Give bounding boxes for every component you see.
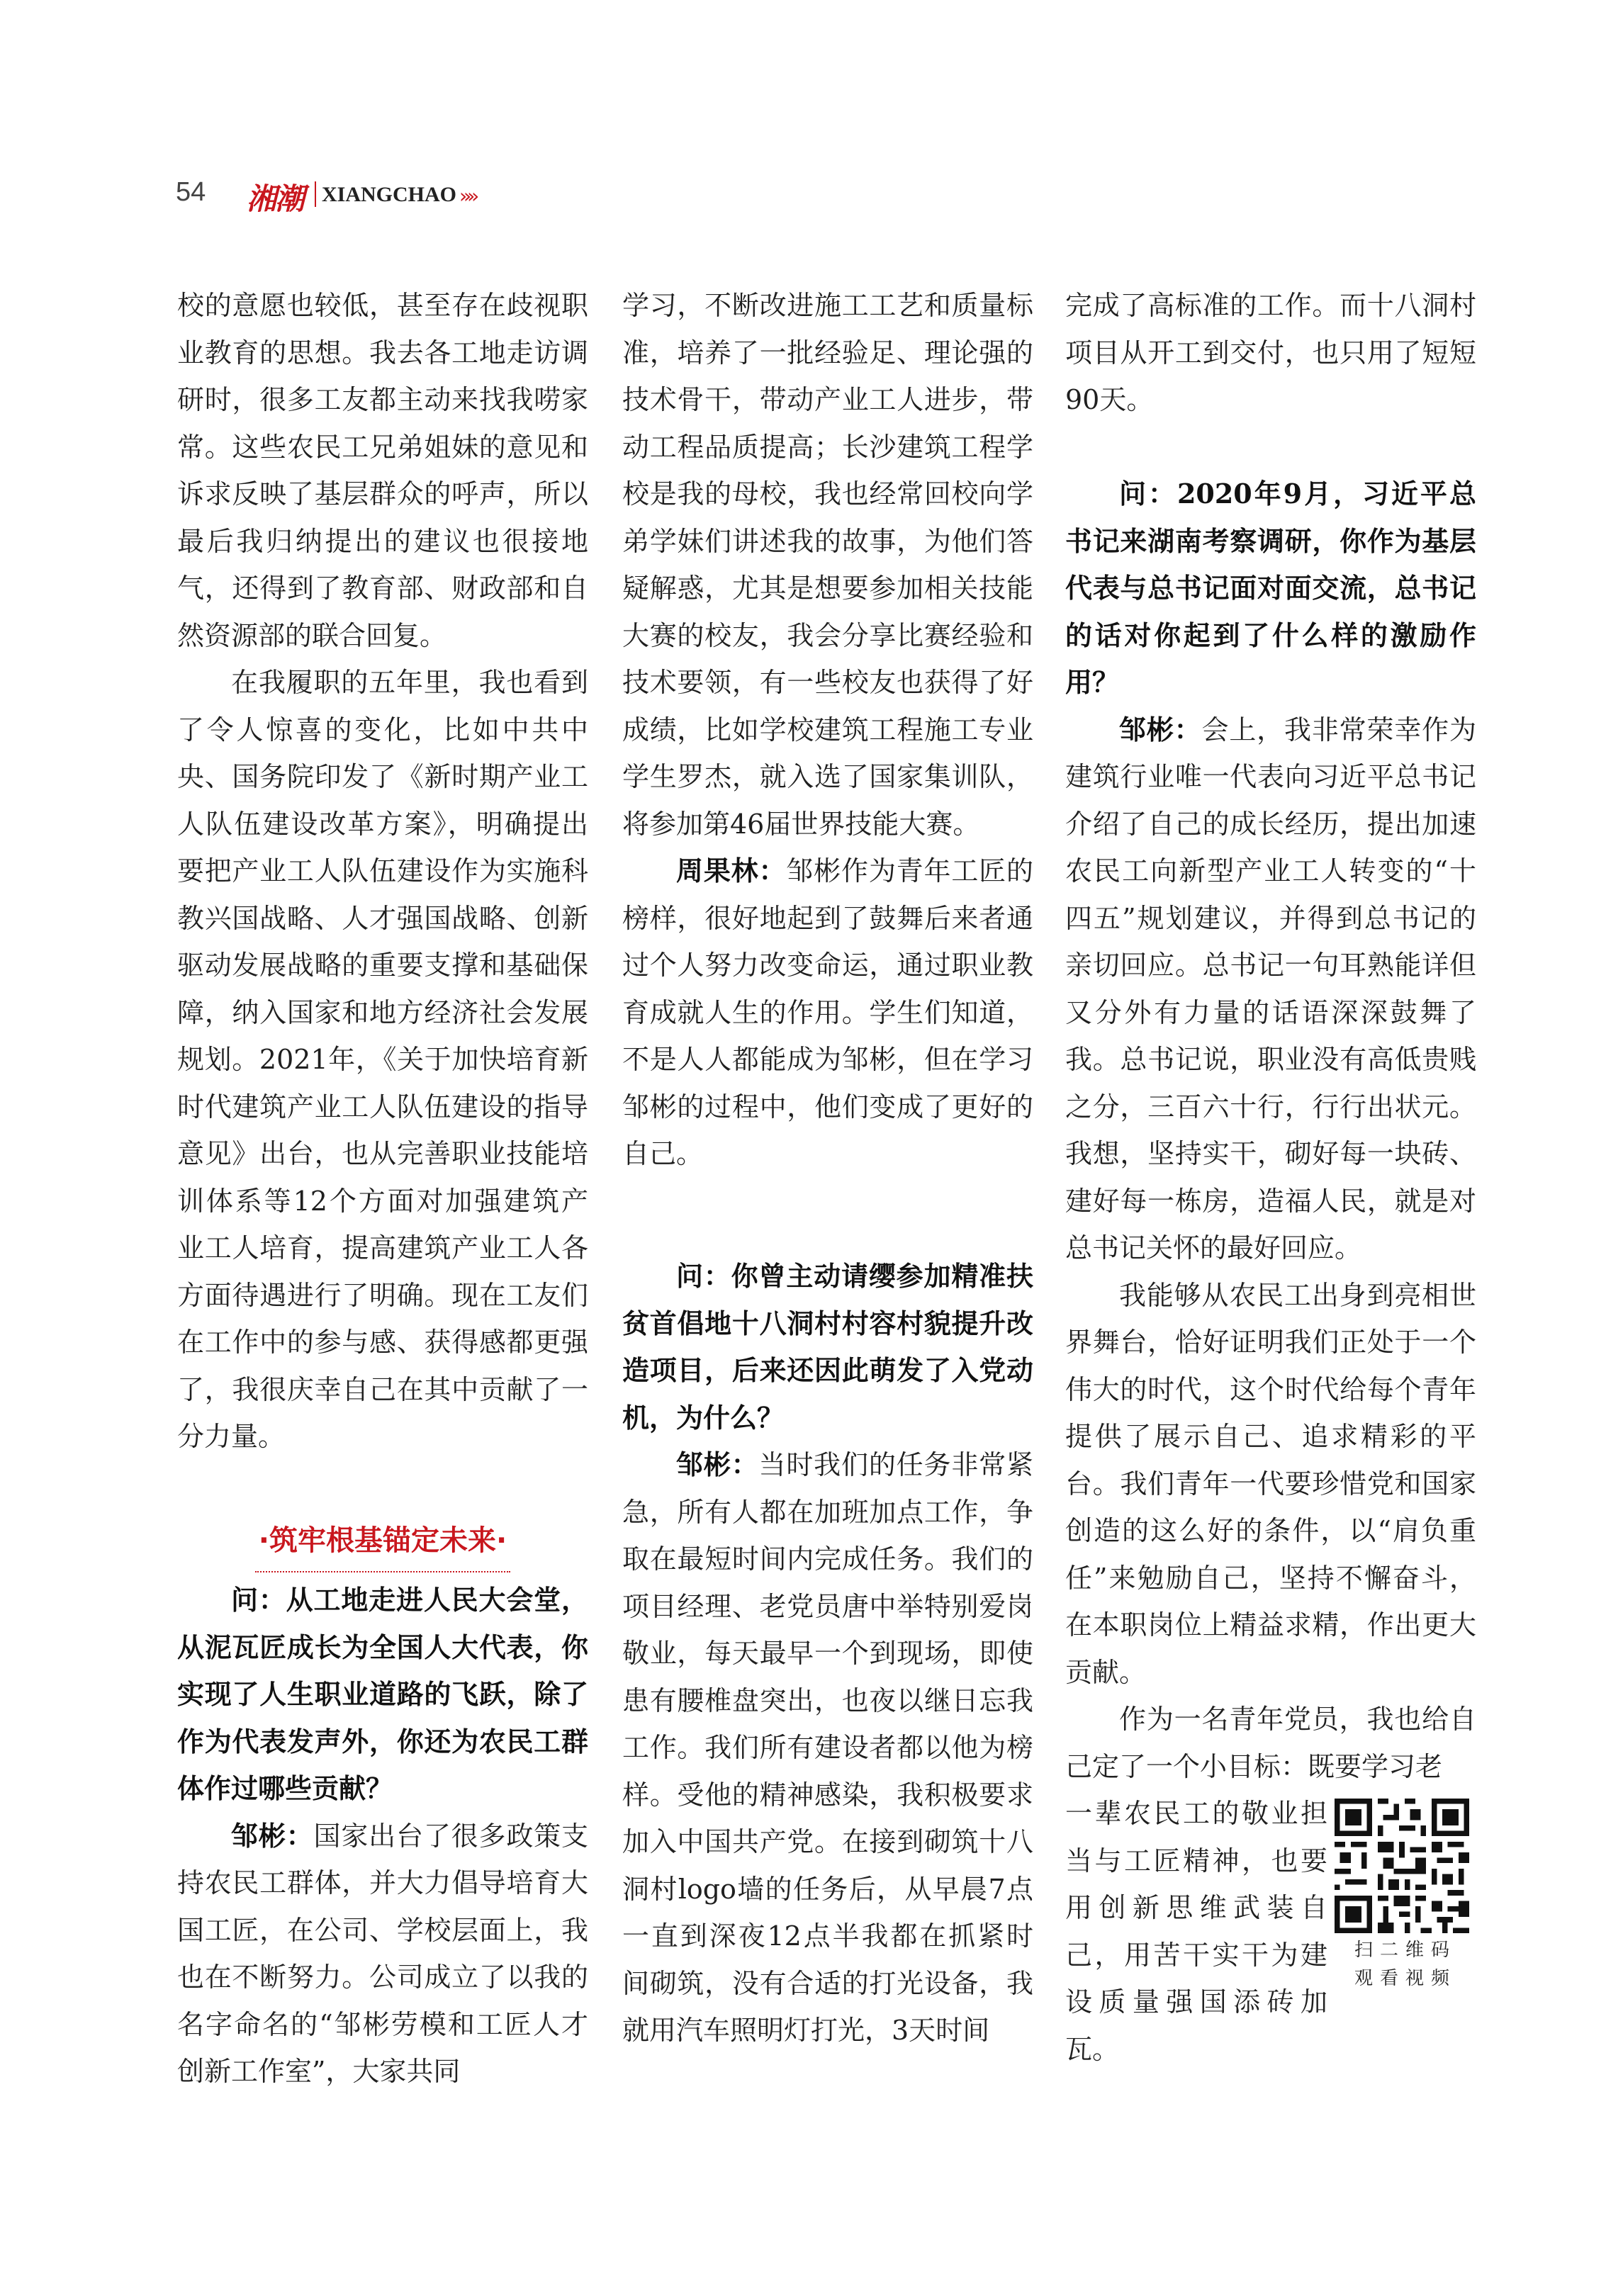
speaker-label: 邹彬： xyxy=(231,1820,314,1852)
chevron-right-icon: »» xyxy=(459,184,476,208)
speaker-label: 邹彬： xyxy=(1119,714,1202,745)
answer xyxy=(1065,707,1476,1272)
logo-divider xyxy=(315,181,316,207)
paragraph: 一辈农民工的敬业担当与工匠精神，也要用创新思维武装自己，用苦干实干为建设质量强国添砖加瓦。 xyxy=(1065,1798,1327,2065)
column-1 xyxy=(177,282,588,2095)
section-title xyxy=(177,1517,588,1565)
spacer xyxy=(622,1225,1033,1253)
paragraph: 完成了高标准的工作。而十八洞村项目从开工到交付，也只用了短短90天。 xyxy=(1065,290,1476,415)
column-3 xyxy=(1065,282,1476,2073)
answer xyxy=(177,1813,588,2095)
answer xyxy=(622,848,1033,1178)
answer-text: 当时我们的任务非常紧急，所有人都在加班加点工作，争取在最短时间内完成任务。我们的项目经理、老党员唐中举特别爱岗敬业，每天最早一个到现场，即使患有腰椎盘突出，也夜以继日忘我工作。我们所有建设者都以他为榜样。受他的精神感染，我积极要求加入中国共产党。在接到砌筑十八洞村logo墙的任务后，从早晨7点一直到深夜12点半我都在抓紧时间砌筑，没有合适的打光设备，我就用汽车照明灯打光，3天时间 xyxy=(622,1449,1033,2046)
qr-wrap xyxy=(1065,1790,1476,2073)
qr-caption xyxy=(1335,1936,1476,1993)
section-divider xyxy=(255,1571,510,1572)
paragraph: 学习，不断改进施工工艺和质量标准，培养了一批经验足、理论强的技术骨干，带动产业工人进步，带动工程品质提高；长沙建筑工程学校是我的母校，我也经常回校向学弟学妹们讲述我的故事，为他们答疑解惑，尤其是想要参加相关技能大赛的校友，我会分享比赛经验和技术要领，有一些校友也获得了好成绩，比如学校建筑工程施工专业学生罗杰，就入选了国家集训队，将参加第46届世界技能大赛。 xyxy=(622,290,1033,840)
answer-text: 会上，我非常荣幸作为建筑行业唯一代表向习近平总书记介绍了自己的成长经历，提出加速农民工向新型产业工人转变的“十四五”规划建议，并得到总书记的亲切回应。总书记一句耳熟能详但又分外有力量的话语深深鼓舞了我。总书记说，职业没有高低贵贱之分，三百六十行，行行出状元。我想，坚持实干，砌好每一块砖、建好每一栋房，造福人民，就是对总书记关怀的最好回应。 xyxy=(1065,714,1476,1264)
paragraph: 作为一名青年党员，我也给自己定了一个小目标：既要学习老 xyxy=(1065,1704,1476,1782)
paragraph: 在我履职的五年里，我也看到了令人惊喜的变化，比如中共中央、国务院印发了《新时期产业工人队伍建设改革方案》，明确提出要把产业工人队伍建设作为实施科教兴国战略、人才强国战略、创新驱动发展战略的重要支撑和基础保障，纳入国家和地方经济社会发展规划。2021年，《关于加快培育新时代建筑产业工人队伍建设的指导意见》出台，也从完善职业技能培训体系等12个方面对加强建筑产业工人培育，提高建筑产业工人各方面待遇进行了明确。现在工友们在工作中的参与感、获得感都更强了，我很庆幸自己在其中贡献了一分力量。 xyxy=(177,667,588,1452)
speaker-label: 邹彬： xyxy=(676,1449,759,1480)
paragraph: 校的意愿也较低，甚至存在歧视职业教育的思想。我去各工地走访调研时，很多工友都主动来找我唠家常。这些农民工兄弟姐妹的意见和诉求反映了基层群众的呼声，所以最后我归纳提出的建议也很接地气，还得到了教育部、财政部和自然资源部的联合回复。 xyxy=(177,290,588,651)
qr-code-icon[interactable] xyxy=(1335,1799,1469,1933)
answer xyxy=(622,1441,1033,2054)
answer-text: 国家出台了很多政策支持农民工群体，并大力倡导培育大国工匠，在公司、学校层面上，我也在不断努力。公司成立了以我的名字命名的“邹彬劳模和工匠人才创新工作室”，大家共同 xyxy=(177,1820,588,2087)
speaker-label: 周果林： xyxy=(676,855,787,887)
spacer xyxy=(622,1178,1033,1225)
qr-code-block[interactable] xyxy=(1335,1790,1476,2073)
section-title-text: ·筑牢根基锚定未来· xyxy=(258,1524,507,1557)
magazine-logo: 湘潮 xyxy=(247,181,304,216)
answer-text: 邹彬作为青年工匠的榜样，很好地起到了鼓舞后来者通过个人努力改变命运，通过职业教育成就人生的作用。学生们知道，不是人人都能成为邹彬，但在学习邹彬的过程中，他们变成了更好的自己。 xyxy=(622,855,1033,1169)
question: 问：从工地走进人民大会堂，从泥瓦匠成长为全国人大代表，你实现了人生职业道路的飞跃，除了作为代表发声外，你还为农民工群体作过哪些贡献？ xyxy=(177,1584,588,1804)
column-2 xyxy=(622,282,1033,2054)
qr-caption-line: 观看视频 xyxy=(1354,1968,1456,1989)
spacer xyxy=(1065,424,1476,471)
page-number: 54 xyxy=(176,177,206,207)
paragraph: 我能够从农民工出身到亮相世界舞台，恰好证明我们正处于一个伟大的时代，这个时代给每个青年提供了展示自己、追求精彩的平台。我们青年一代要珍惜党和国家创造的这么好的条件，以“肩负重任”来勉励自己，坚持不懈奋斗，在本职岗位上精益求精，作出更大贡献。 xyxy=(1065,1279,1476,1688)
question: 问：2020年9月，习近平总书记来湖南考察调研，你作为基层代表与总书记面对面交流，总书记的话对你起到了什么样的激励作用？ xyxy=(1065,478,1476,698)
page-header xyxy=(176,176,1451,218)
qr-caption-line: 扫二维码 xyxy=(1354,1940,1456,1961)
question: 问：你曾主动请缨参加精准扶贫首倡地十八洞村村容村貌提升改造项目，后来还因此萌发了入党动机，为什么？ xyxy=(622,1260,1033,1434)
magazine-name-en: XIANGCHAO xyxy=(322,183,457,206)
